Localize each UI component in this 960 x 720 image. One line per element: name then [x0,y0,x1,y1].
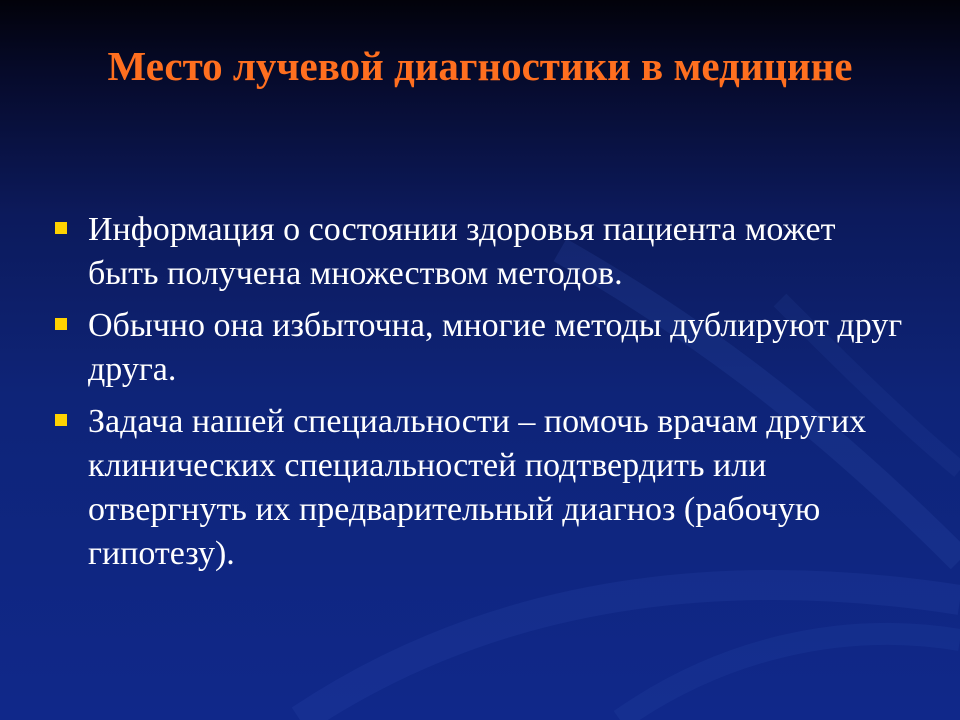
square-bullet-icon [55,318,67,330]
bullet-item [50,304,910,392]
bullet-text: Задача нашей специальности – помочь врачам других клинических специальностей подтвердить или отвергнуть их предварительный диагноз (рабочую гипотезу). [88,403,867,572]
bullet-item [50,400,910,576]
square-bullet-icon [55,414,67,426]
bullet-text: Информация о состоянии здоровья пациента может быть получена множеством методов. [88,211,836,292]
slide-title: Место лучевой диагностики в медицине [107,43,853,89]
bullet-text: Обычно она избыточна, многие методы дублируют друг друга. [88,307,903,388]
bullet-list [50,208,910,584]
square-bullet-icon [55,222,67,234]
bullet-item [50,208,910,296]
